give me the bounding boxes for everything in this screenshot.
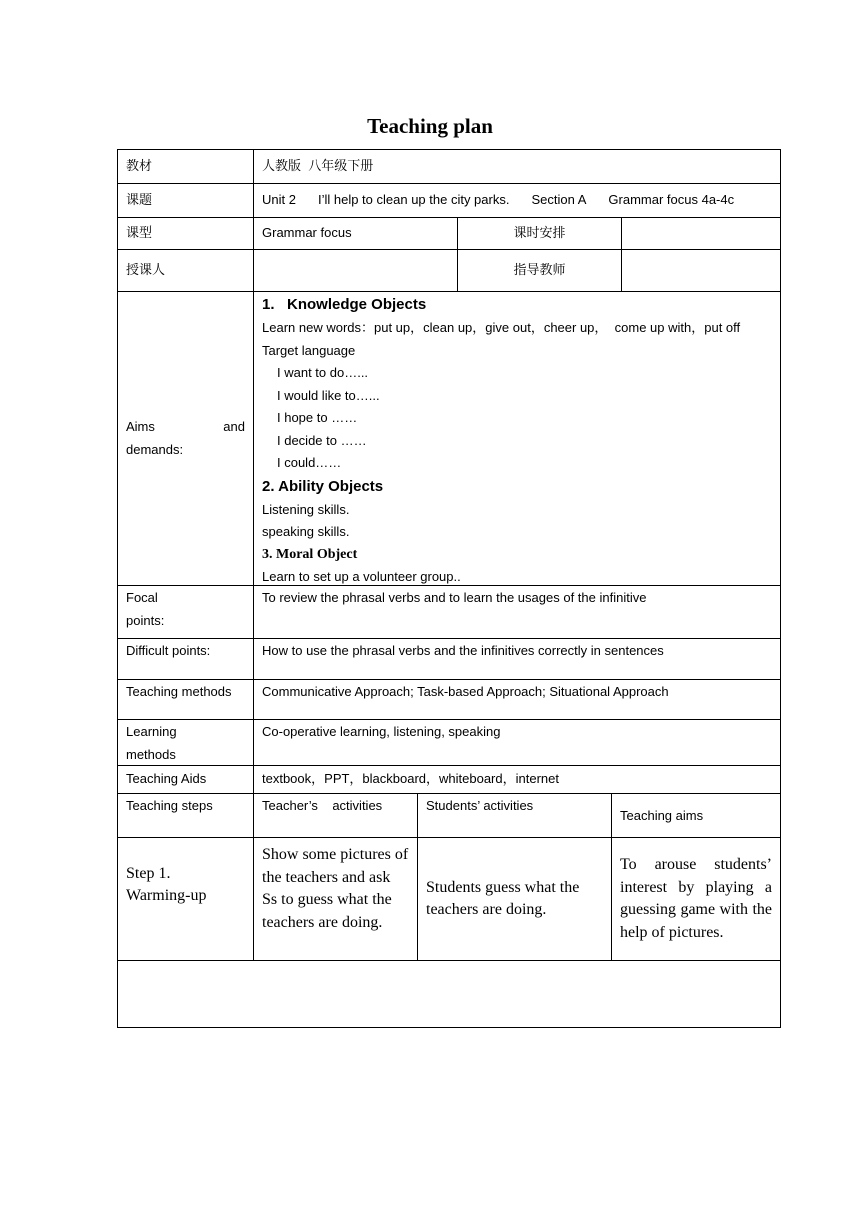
topic-label-cell [117,183,254,218]
page-title: Teaching plan [367,114,493,138]
and-label-word: and [223,419,245,434]
difficult-value-cell [253,638,781,680]
supervisor-value-cell [621,249,781,292]
topic-grammar-focus: Grammar focus 4a-4c [608,192,735,208]
type-label-cell [117,217,254,250]
material-value-cell [253,149,781,184]
material-label: 教材 [126,158,153,174]
instructor-value-cell [253,249,458,292]
teaching-methods-label: Teaching methods [126,684,232,699]
teaching-methods-value: Communicative Approach; Task-based Approach; Situational Approach [262,684,669,699]
learning-methods-label-line2: methods [126,746,176,762]
instructor-label-cell [117,249,254,292]
focal-label-line1: Focal [126,590,158,605]
step1-teacher-cell [253,837,418,961]
instructor-label: 授课人 [126,262,166,278]
type-label: 课型 [126,225,153,241]
moral-object-heading: 3. Moral Object [262,546,358,562]
learning-methods-value: Co-operative learning, listening, speaking [262,724,501,739]
aims-label-line1 [126,416,245,439]
step1-teaching-aims: To arouse students’ interest by playing a guessing game with the help of pictures. [620,856,772,941]
teaching-aims-header: Teaching aims [620,808,704,824]
learning-methods-value-cell [253,719,781,766]
focal-label-cell [117,585,254,639]
type-value: Grammar focus [262,225,352,241]
teacher-activities-header: Teacher’s activities [262,798,383,813]
students-activities-header: Students’ activities [426,798,534,813]
knowledge-objects-heading: 1. Knowledge Objects [262,296,427,313]
step1-label: Step 1. Warming-up [126,864,207,904]
schedule-value-cell [621,217,781,250]
empty-row-cell [117,960,781,1028]
step1-students-cell [417,837,612,961]
difficult-label-cell [117,638,254,680]
steps-header-cell [117,793,254,838]
aids-label: Teaching Aids [126,771,207,787]
teaching-methods-label-cell [117,679,254,720]
ability-item: speaking skills. [262,524,350,539]
type-value-cell [253,217,458,250]
step1-aims-cell [611,837,781,961]
material-label-cell [117,149,254,184]
pattern-item: I decide to …… [277,432,367,448]
schedule-label-cell [457,217,622,250]
aims-label-word: Aims [126,419,155,434]
pattern-item: I could…… [277,455,342,470]
moral-item: Learn to set up a volunteer group.. [262,568,461,584]
topic-value-cell [253,183,781,218]
steps-header-label: Teaching steps [126,798,213,813]
topic-unit: Unit 2 [262,192,296,208]
teacher-activities-header-cell [253,793,418,838]
ability-item: Listening skills. [262,501,350,517]
difficult-label: Difficult points: [126,643,211,658]
schedule-label: 课时安排 [513,225,566,241]
focal-label-line2: points: [126,612,165,628]
aids-label-cell [117,765,254,794]
learning-methods-label-line1: Learning [126,724,177,739]
pattern-item: I would like to…... [277,387,380,403]
ability-objects-heading: 2. Ability Objects [262,477,384,495]
new-words-line: Learn new words：put up，clean up，give out，cheer up， come up with，put off [262,320,741,335]
topic-section: Section A [531,192,587,208]
step1-label-cell [117,837,254,961]
step1-teacher-activity: Show some pictures of the teachers and ask Ss to guess what the teachers are doing. [262,846,409,931]
teaching-aims-header-cell [611,793,781,838]
aims-label-cell [117,291,254,586]
pattern-item: I want to do…... [277,365,369,380]
learning-methods-label-cell [117,719,254,766]
topic-label: 课题 [126,192,153,208]
supervisor-label-cell [457,249,622,292]
focal-value: To review the phrasal verbs and to learn the usages of the infinitive [262,590,647,605]
focal-value-cell [253,585,781,639]
target-language-label: Target language [262,342,356,358]
students-activities-header-cell [417,793,612,838]
demands-label: demands: [126,441,184,457]
pattern-item: I hope to …… [277,410,358,425]
supervisor-label: 指导教师 [513,262,566,278]
material-value: 人教版 八年级下册 [262,158,374,174]
aids-value: textbook，PPT，blackboard，whiteboard，internet [262,771,559,787]
difficult-value: How to use the phrasal verbs and the infinitives correctly in sentences [262,643,664,658]
aims-content-cell [253,291,781,586]
aids-value-cell [253,765,781,794]
teaching-methods-value-cell [253,679,781,720]
step1-students-activity: Students guess what the teachers are doing. [426,878,580,918]
topic-lesson-title: I’ll help to clean up the city parks. [317,192,510,208]
